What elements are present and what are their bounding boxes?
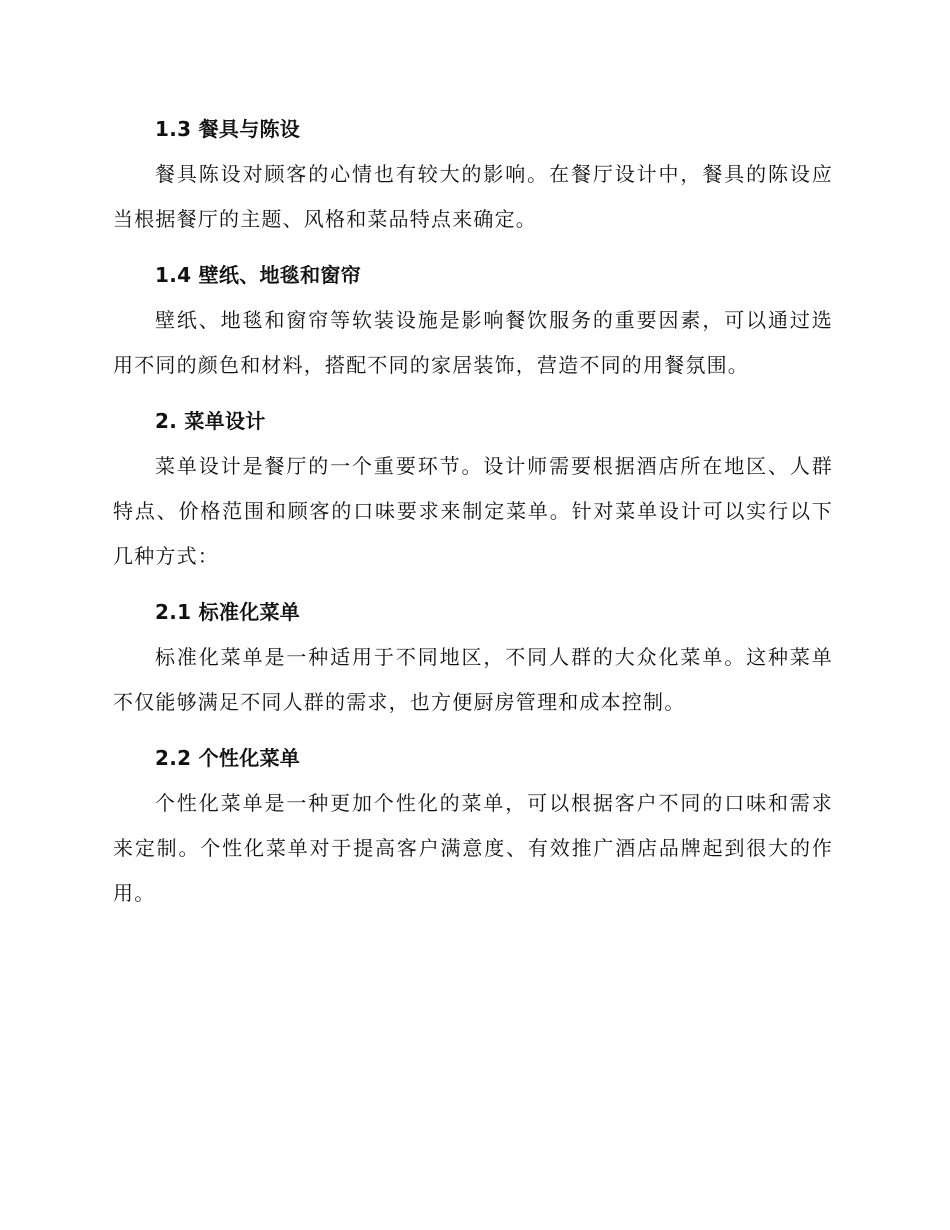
section-paragraph-2: 菜单设计是餐厅的一个重要环节。设计师需要根据酒店所在地区、人群特点、价格范围和顾客的口味要求来制定菜单。针对菜单设计可以实行以下几种方式： xyxy=(113,454,833,568)
section-paragraph-2-1: 标准化菜单是一种适用于不同地区，不同人群的大众化菜单。这种菜单不仅能够满足不同人群的需求，也方便厨房管理和成本控制。 xyxy=(113,645,833,714)
section-heading-2: 2. 菜单设计 xyxy=(155,409,266,433)
section-paragraph-1-3: 餐具陈设对顾客的心情也有较大的影响。在餐厅设计中，餐具的陈设应当根据餐厅的主题、风格和菜品特点来确定。 xyxy=(113,162,833,231)
document-body xyxy=(113,112,833,916)
section-heading-1-3: 1.3 餐具与陈设 xyxy=(155,117,301,141)
section-paragraph-1-4: 壁纸、地毯和窗帘等软装设施是影响餐饮服务的重要因素，可以通过选用不同的颜色和材料，搭配不同的家居装饰，营造不同的用餐氛围。 xyxy=(113,308,833,377)
section-heading-1-4: 1.4 壁纸、地毯和窗帘 xyxy=(155,263,361,287)
section-paragraph-2-2: 个性化菜单是一种更加个性化的菜单，可以根据客户不同的口味和需求来定制。个性化菜单对于提高客户满意度、有效推广酒店品牌起到很大的作用。 xyxy=(113,791,833,905)
section-heading-2-2: 2.2 个性化菜单 xyxy=(155,746,301,770)
section-heading-2-1: 2.1 标准化菜单 xyxy=(155,600,301,624)
